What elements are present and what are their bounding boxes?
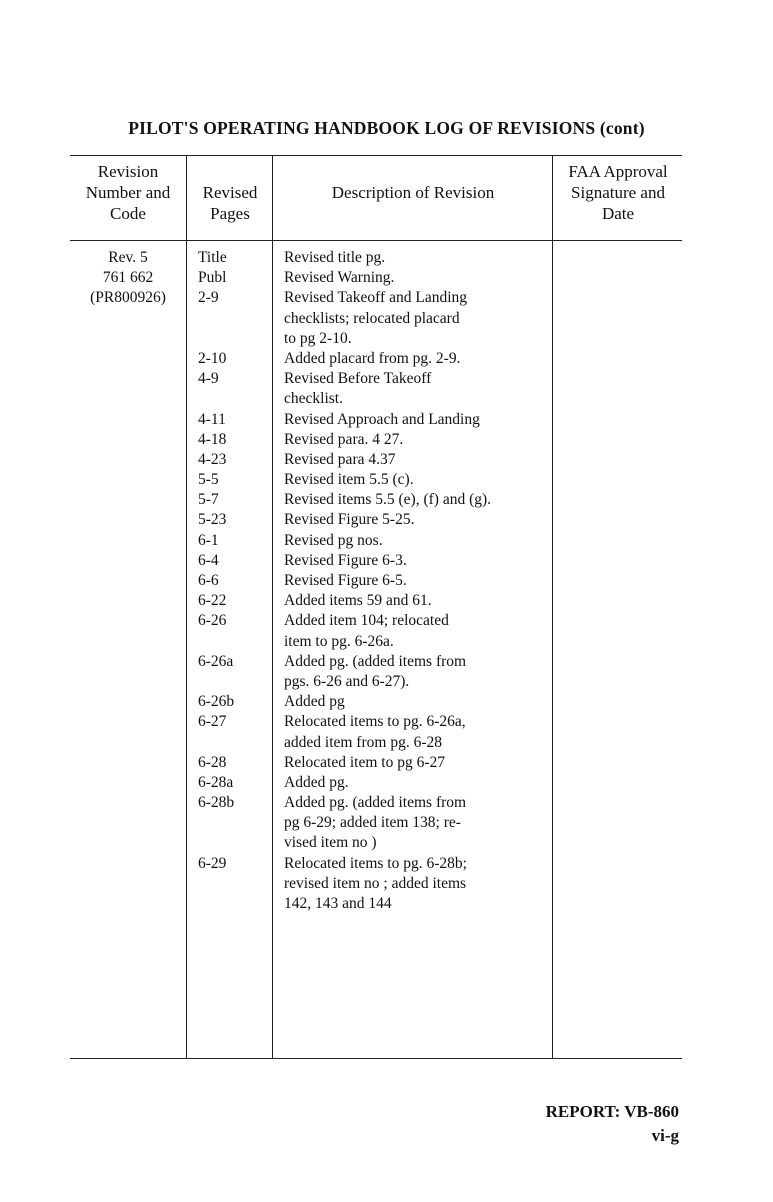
revisions-table — [70, 155, 682, 1060]
revised-page: 6-28b — [198, 794, 235, 812]
revision-description-line: Revised Approach and Landing — [284, 410, 480, 428]
revision-description-line: checklists; relocated placard — [284, 309, 460, 327]
revision-description-line: revised item no ; added items — [284, 874, 467, 892]
revision-description-line: Added items 59 and 61. — [284, 592, 432, 610]
revision-description-line: Added pg. (added items from — [284, 794, 467, 812]
revision-description-line: vised item no ) — [284, 834, 377, 852]
revision-description-line: 142, 143 and 144 — [284, 895, 392, 912]
column-divider-2 — [272, 155, 273, 1059]
revision-description-line: Added item 104; relocated — [284, 612, 449, 630]
revised-page: 6-29 — [198, 854, 227, 872]
revised-page: 2-9 — [198, 289, 219, 307]
revision-description-line: Revised pg nos. — [284, 531, 383, 549]
revision-description-line: Revised para. 4 27. — [284, 430, 404, 448]
revised-page: 6-22 — [198, 592, 227, 610]
revised-page: 6-26b — [198, 693, 235, 711]
revision-description-line: Revised Takeoff and Landing — [284, 289, 468, 307]
revision-description-line: Revised Figure 6-3. — [284, 551, 407, 569]
column-divider-1 — [186, 155, 187, 1059]
revision-code: Rev. 5 761 662 (PR800926) — [90, 249, 166, 307]
revised-page: 6-1 — [198, 531, 219, 549]
revision-description-line: Relocated items to pg. 6-26a, — [284, 713, 466, 731]
page-title: PILOT'S OPERATING HANDBOOK LOG OF REVISIONS (cont) — [128, 118, 645, 138]
revision-description-line: checklist. — [284, 390, 343, 408]
revision-description-line: Revised Figure 6-5. — [284, 572, 407, 589]
table-bottom-rule — [70, 1058, 682, 1059]
revision-description-line: Revised title pg. — [284, 249, 386, 266]
revision-description-line: Added pg — [284, 693, 345, 711]
revised-page: 2-10 — [198, 349, 227, 367]
revision-description-line: Revised items 5.5 (e), (f) and (g). — [284, 491, 492, 509]
header-revision: Revision Number and Code — [85, 162, 171, 223]
revised-page: Publ — [198, 269, 227, 287]
page-number: vi-g — [651, 1126, 679, 1145]
revision-description-line: Revised Warning. — [284, 269, 395, 287]
spacer — [198, 813, 268, 833]
revision-description-line: Relocated item to pg 6-27 — [284, 753, 445, 771]
revision-description-line: Revised Figure 5-25. — [284, 511, 415, 529]
header-description: Description of Revision — [331, 183, 495, 202]
table-top-rule — [70, 155, 682, 156]
description-column — [284, 248, 554, 914]
revised-pages-column — [198, 248, 268, 914]
revision-description-line: to pg 2-10. — [284, 329, 352, 347]
spacer — [198, 329, 268, 349]
revision-description-line: pg 6-29; added item 138; re- — [284, 814, 461, 832]
revision-description-line: item to pg. 6-26a. — [284, 632, 394, 650]
spacer — [198, 733, 268, 753]
spacer — [198, 672, 268, 692]
revision-description-line: Revised Before Takeoff — [284, 370, 432, 388]
revised-page: 6-26 — [198, 612, 227, 630]
spacer — [198, 894, 268, 914]
revised-page: 5-7 — [198, 491, 219, 509]
spacer — [198, 833, 268, 853]
revised-page: Title — [198, 249, 227, 266]
revised-page: 6-26a — [198, 652, 234, 670]
spacer — [198, 632, 268, 652]
spacer — [198, 389, 268, 409]
header-revised-pages: Revised Pages — [202, 183, 258, 223]
header-bottom-rule — [70, 240, 682, 241]
revised-page: 4-23 — [198, 450, 227, 468]
report-number: REPORT: VB-860 — [545, 1102, 679, 1121]
revision-description-line: Added pg. — [284, 773, 349, 791]
revised-page: 4-11 — [198, 410, 226, 428]
revised-page: 6-4 — [198, 551, 219, 569]
revised-page: 6-28 — [198, 753, 227, 771]
revision-description-line: Added placard from pg. 2-9. — [284, 349, 461, 367]
revised-page: 6-28a — [198, 773, 234, 791]
revised-page: 6-27 — [198, 713, 227, 731]
revision-description-line: pgs. 6-26 and 6-27). — [284, 672, 410, 690]
revision-description-line: Relocated items to pg. 6-28b; — [284, 854, 467, 872]
revision-description-line: Revised item 5.5 (c). — [284, 471, 414, 489]
revised-page: 6-6 — [198, 572, 219, 589]
revision-description-line: Revised para 4.37 — [284, 450, 396, 468]
spacer — [198, 874, 268, 894]
spacer — [198, 309, 268, 329]
header-faa-approval: FAA Approval Signature and Date — [568, 162, 668, 223]
revised-page: 5-5 — [198, 471, 219, 489]
revision-description-line: Added pg. (added items from — [284, 652, 467, 670]
revised-page: 4-9 — [198, 370, 219, 388]
revised-page: 4-18 — [198, 430, 227, 448]
revised-page: 5-23 — [198, 511, 227, 529]
revision-description-line: added item from pg. 6-28 — [284, 733, 442, 751]
